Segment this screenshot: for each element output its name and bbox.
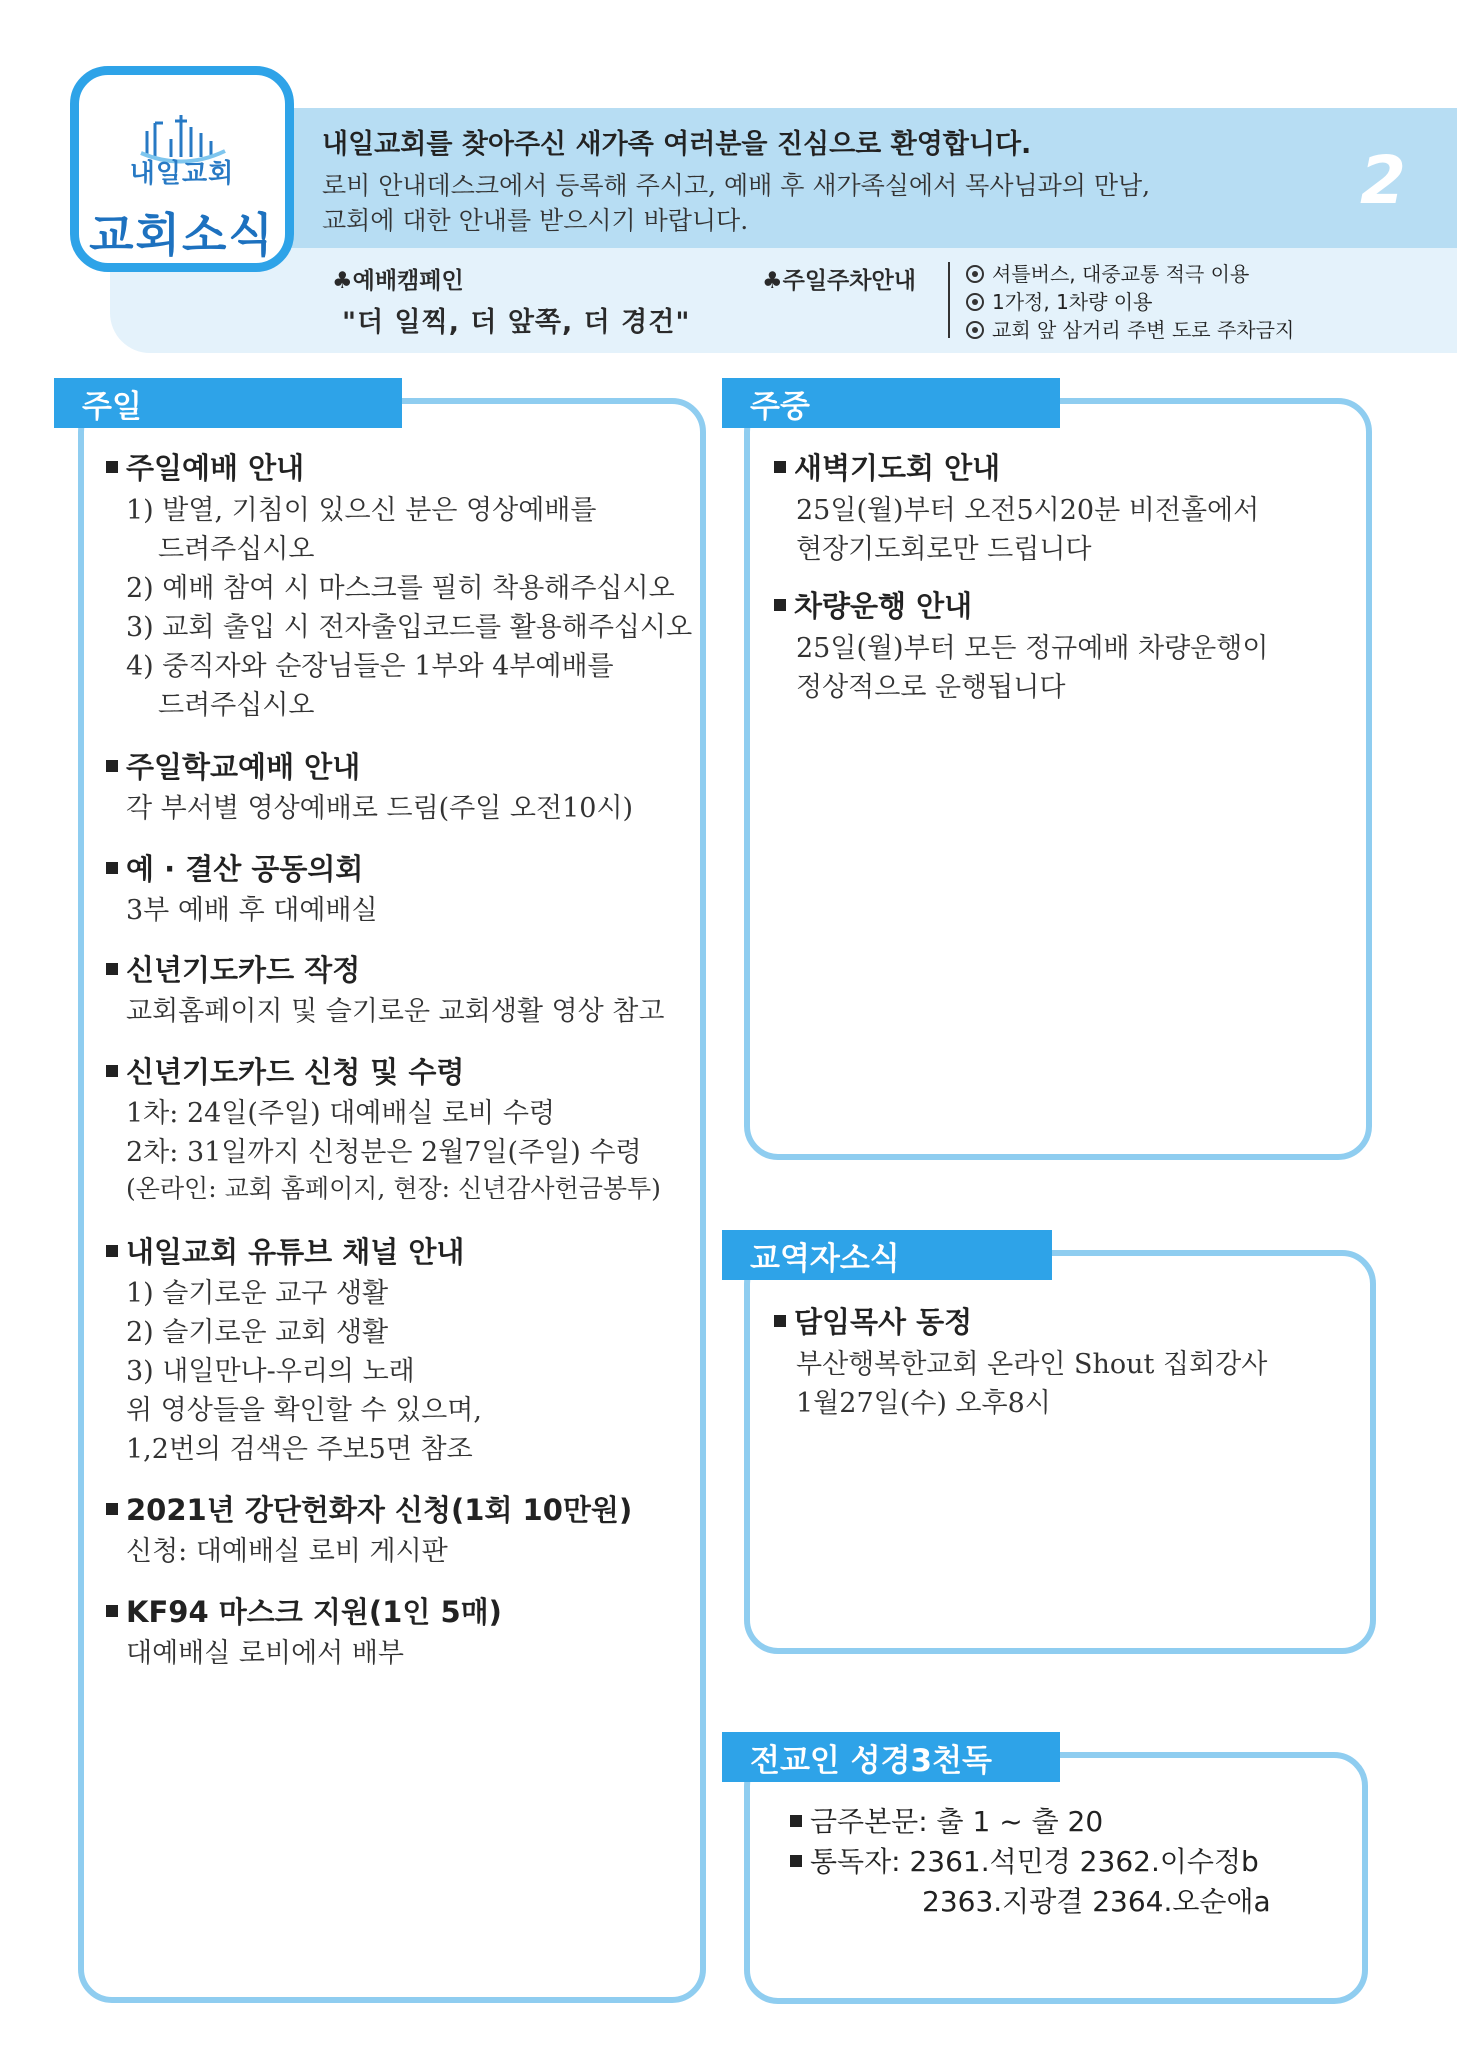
- notice-title: 차량운행 안내: [774, 584, 972, 625]
- notice-line: 3부 예배 후 대예배실: [126, 895, 378, 926]
- circle-bullet-icon: [966, 321, 984, 339]
- notice-title: 내일교회 유튜브 채널 안내: [106, 1230, 464, 1271]
- notice-line: 1) 발열, 기침이 있으신 분은 영상예배를: [126, 495, 597, 526]
- notice-title: 주일예배 안내: [106, 446, 304, 487]
- notice-line: 3) 내일만나-우리의 노래: [126, 1356, 415, 1387]
- notice-title: 신년기도카드 신청 및 수령: [106, 1050, 464, 1091]
- notice-line: 신청: 대예배실 로비 게시판: [126, 1536, 448, 1567]
- notice-line: 드려주십시오: [158, 690, 315, 721]
- church-logo: [70, 66, 294, 272]
- notice-title: 예 · 결산 공동의회: [106, 847, 363, 888]
- page-number: 2: [1360, 142, 1406, 219]
- tab-sunday: 주일: [54, 378, 402, 428]
- tab-staff-news: 교역자소식: [722, 1230, 1052, 1280]
- notice-line: 정상적으로 운행됩니다: [796, 672, 1066, 703]
- notice-line: 1,2번의 검색은 주보5면 참조: [126, 1434, 473, 1465]
- notice-line: 현장기도회로만 드립니다: [796, 534, 1092, 565]
- campaign-slogan: "더 일찍, 더 앞쪽, 더 경건": [342, 307, 691, 338]
- circle-bullet-icon: [966, 293, 984, 311]
- parking-item: 셔틀버스, 대중교통 적극 이용: [966, 258, 1249, 287]
- notice-line: 위 영상들을 확인할 수 있으며,: [126, 1395, 482, 1426]
- notice-line: 드려주십시오: [158, 534, 315, 565]
- notice-title: KF94 마스크 지원(1인 5매): [106, 1590, 502, 1631]
- notice-line: 대예배실 로비에서 배부: [126, 1638, 404, 1669]
- notice-line: 2) 예배 참여 시 마스크를 필히 착용해주십시오: [126, 573, 675, 604]
- parking-label: ♣주일주차안내: [762, 268, 916, 294]
- readers-line: 2363.지광결 2364.오순애a: [922, 1885, 1271, 1918]
- parking-item: 1가정, 1차량 이용: [966, 286, 1152, 315]
- notice-line: 1) 슬기로운 교구 생활: [126, 1278, 389, 1309]
- notice-line: 1차: 24일(주일) 대예배실 로비 수령: [126, 1098, 556, 1129]
- welcome-line: 로비 안내데스크에서 등록해 주시고, 예배 후 새가족실에서 목사님과의 만남,: [322, 171, 1151, 200]
- notice-line: 25일(월)부터 오전5시20분 비전홀에서: [796, 495, 1260, 526]
- divider: [948, 262, 950, 338]
- welcome-title: 내일교회를 찾아주신 새가족 여러분을 진심으로 환영합니다.: [322, 129, 1032, 160]
- notice-title: 새벽기도회 안내: [774, 446, 1000, 487]
- section-title: 교회소식: [89, 208, 275, 262]
- notice-title: 주일학교예배 안내: [106, 745, 360, 786]
- welcome-line: 교회에 대한 안내를 받으시기 바랍니다.: [322, 206, 749, 235]
- notice-line: 2차: 31일까지 신청분은 2월7일(주일) 수령: [126, 1137, 642, 1168]
- notice-line: 각 부서별 영상예배로 드림(주일 오전10시): [126, 793, 634, 824]
- campaign-label: ♣예배캠페인: [332, 268, 464, 294]
- notice-line: 교회홈페이지 및 슬기로운 교회생활 영상 참고: [126, 996, 665, 1027]
- logo-name: 내일교회: [129, 159, 235, 189]
- notice-title: 담임목사 동정: [774, 1300, 972, 1341]
- notice-title: 신년기도카드 작정: [106, 948, 360, 989]
- notice-line: 2) 슬기로운 교회 생활: [126, 1317, 389, 1348]
- notice-line: 1월27일(수) 오후8시: [796, 1388, 1051, 1419]
- readers-line: 통독자: 2361.석민경 2362.이수정b: [790, 1840, 1259, 1880]
- tab-bible-reading: 전교인 성경3천독: [722, 1732, 1060, 1782]
- scripture-line: 금주본문: 출 1 ~ 출 20: [790, 1800, 1103, 1840]
- notice-line: 4) 중직자와 순장님들은 1부와 4부예배를: [126, 651, 614, 682]
- notice-line: 3) 교회 출입 시 전자출입코드를 활용해주십시오: [126, 612, 693, 643]
- circle-bullet-icon: [966, 265, 984, 283]
- notice-line: 25일(월)부터 모든 정규예배 차량운행이: [796, 633, 1269, 664]
- notice-line: (온라인: 교회 홈페이지, 현장: 신년감사헌금봉투): [126, 1174, 661, 1203]
- notice-title: 2021년 강단헌화자 신청(1회 10만원): [106, 1488, 632, 1529]
- tab-weekday: 주중: [722, 378, 1060, 428]
- parking-item: 교회 앞 삼거리 주변 도로 주차금지: [966, 314, 1294, 343]
- notice-line: 부산행복한교회 온라인 Shout 집회강사: [796, 1349, 1268, 1380]
